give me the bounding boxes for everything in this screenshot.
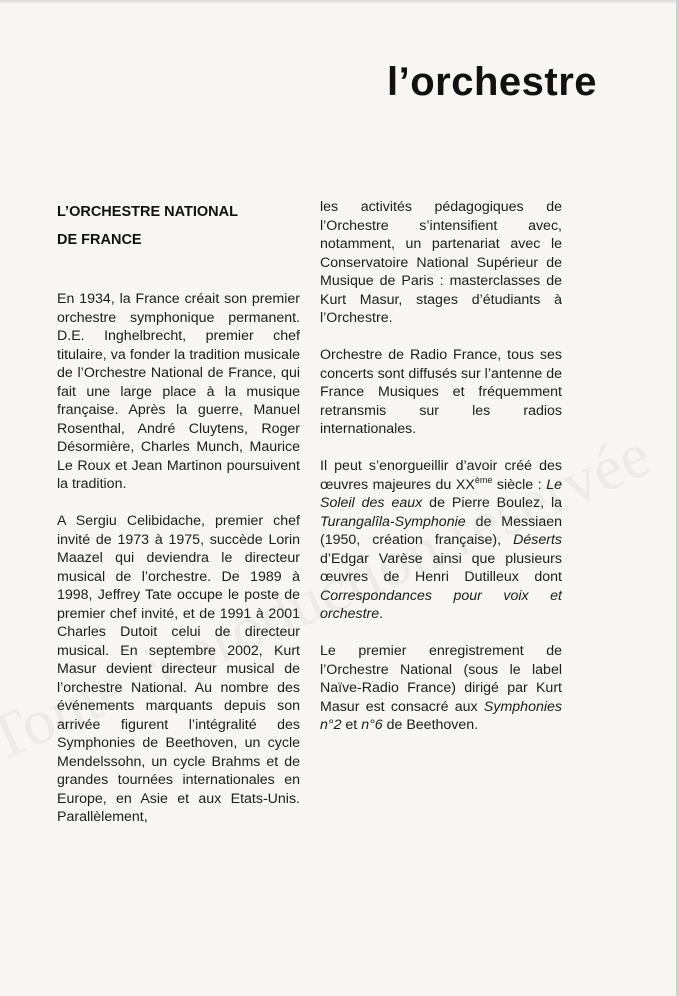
work-deserts: Déserts (513, 532, 562, 548)
recording-text-1: Le premier enregistrement de l’Orchestre National (sous le label Naïve-Radio France) dirigé par Kurt Masur est consacré aux (320, 643, 562, 715)
paragraph-pedagogy: les activités pédagogiques de l’Orchestre s’intensifient avec, notamment, un partenariat avec le Conservatoire National Supérieur de Musique de Paris : masterclasses de Kurt Masur, stages d’étudiants à l’Orchestre. (320, 199, 562, 326)
left-column (57, 198, 300, 845)
premieres-text-4: de Messiaen (1950, création française), (320, 513, 562, 548)
recording-text-2: et (341, 717, 362, 733)
premieres-text-5: d’Edgar Varèse ainsi que plusieurs œuvres de Henri Dutilleux dont (320, 550, 562, 585)
page-title: l’orchestre (386, 60, 597, 104)
work-soleil-des-eaux: Le Soleil des eaux (320, 476, 562, 511)
work-symphony-2: Symphonies n°2 (320, 698, 562, 733)
recording-text-3: de Beethoven. (382, 717, 479, 733)
paragraph-premieres (320, 457, 562, 624)
paragraph-conductors: A Sergiu Celibidache, premier chef invité de 1973 à 1975, succède Lorin Maazel qui deviendra le directeur musical de l’orchestre. De 1989 à 1998, Jeffrey Tate occupe le poste de premier chef invité, et de 1991 à 2001 Charles Dutoit celui de directeur musical. En septembre 2002, Kurt Masur devient directeur musical de l’orchestre National. Au nombre des événements marquants depuis son arrivée figurent l’intégralité des Symphonies de Beethoven, un cycle Mendelssohn, un cycle Brahms et de grandes tournées internationales en Europe, en Asie et aux Etats-Unis. Parallèlement, (57, 513, 300, 825)
section-heading-line-1: L’ORCHESTRE NATIONAL (57, 204, 238, 220)
right-column (320, 198, 562, 753)
premieres-text-1: Il peut s’enorgueillir d’avoir créé des œuvres majeures du XX (320, 458, 562, 493)
paragraph-recording (320, 642, 562, 735)
work-symphony-6: n°6 (361, 717, 383, 733)
premieres-text-3: de Pierre Boulez, la (422, 495, 562, 511)
paragraph-radio: Orchestre de Radio France, tous ses concerts sont diffusés sur l’antenne de France Musiques et fréquemment retransmis sur les radios internationales. (320, 347, 562, 437)
paragraph-history: En 1934, la France créait son premier orchestre symphonique permanent. D.E. Inghelbrecht, premier chef titulaire, va fonder la tradition musicale de l’Orchestre National de France, qui fait une large place à la musique française. Après la guerre, Manuel Rosenthal, André Cluytens, Roger Désormière, Charles Munch, Maurice Le Roux et Jean Martinon poursuivent la tradition. (57, 291, 300, 492)
scan-top-shadow (0, 0, 679, 4)
premieres-text-2: siècle : (492, 476, 547, 493)
section-heading-line-2: DE FRANCE (57, 232, 142, 248)
section-heading (57, 198, 300, 254)
premieres-text-6: . (379, 606, 384, 622)
work-correspondances: Correspondances pour voix et orchestre (320, 587, 562, 622)
premieres-superscript: ème (474, 474, 493, 485)
work-turangalila: Turangalîla-Symphonie (320, 513, 466, 530)
